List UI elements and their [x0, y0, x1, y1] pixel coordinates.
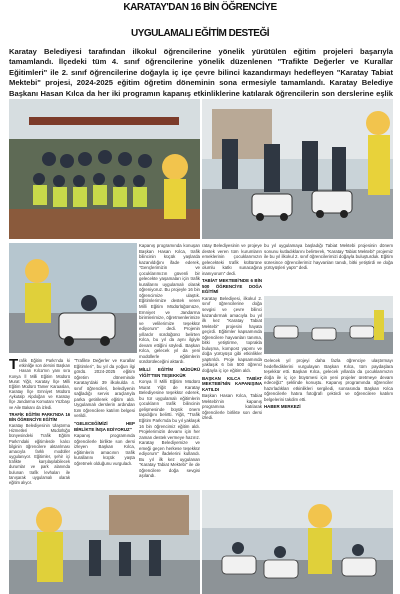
article-column-5 — [264, 243, 393, 295]
photo-toy-cars-officials — [202, 99, 393, 239]
article-column-3 — [139, 243, 200, 486]
column-6-para-1: Gelecek yıl projeyi daha fazla öğrenciye ulaştırmayı hedeflediklerini vurgulayan Başkan Kılca, tüm paydaşlara teşekkür etti. Başkan Kılca, gelecek yıllarda da çocuklarımızın doğa ile iç içe büyümesi için yeni projeler üretmeye devam edeceğiz" şeklinde konuştu. Kapanış programında öğrenciler hazırladıkları etkinlikleri sergiledi, sonrasında Başkan Kılca öğrencilerle hatıra fotoğrafı çektirdi ve öğrencilere katılım belgelerini takdim etti. — [264, 358, 393, 402]
subheading-nature-school: TABİAT MEKTEBİ'NDE 6 BİN 500 ÖĞRENCİYE DOĞA EĞİTİMİ — [202, 278, 262, 295]
subheading-closing: BAŞKAN KILCA TABİAT MEKTEBİ'NİN KAPANIŞINA KATILDI — [202, 375, 262, 392]
headline-line-2: UYGULAMALI EĞİTİM DESTEĞİ — [130, 28, 270, 39]
byline: HABER MERKEZİ — [264, 404, 301, 410]
column-4-para-3: Başkan Hasan Kılca, Tabiat Mektebi'nin kapanış programına katılarak öğrencilerle birlikte son dersi izledi. — [202, 393, 262, 421]
photo-track-cars — [264, 296, 393, 354]
article-column-1 — [9, 358, 70, 486]
photo-closing-left — [9, 490, 200, 594]
drop-cap: T — [9, 358, 19, 373]
subheading-education-director: MİLLİ EĞİTİM MÜDÜRÜ YİĞİT'TEN TEŞEKKÜR — [139, 367, 200, 378]
headline-line-1: KARATAY'DAN 16 BİN ÖĞRENCİYE — [123, 2, 277, 13]
column-2-para-1: "Trafikte Değerler ve Kurallar Eğitimleri", bu yıl da yoğun ilgi gördü. 2024-2025 eğitim öğretim döneminde Karatay'daki 39 ilkokulda 4. sınıf öğrencileri, belediyenin sağladığı servis araçlarıyla parka getirilerek eğitim aldı. Uygulamalı derslerin ardından tüm öğrencilere katılım belgesi verildi. — [74, 358, 135, 419]
photo-closing-right — [202, 490, 393, 594]
column-3-para-2: Konya İl Milli Eğitim Müdürü Murat Yiğit de Karatay Belediyesine teşekkür ederek, bu tür uygulamalı eğitimlerin çocukların trafik bilincinin gelişmesinde büyük önem taşıdığını belirtti. Yiğit, "Trafik Eğitim Parkı'nda bu yıl yaklaşık 16 bin öğrencimiz eğitim aldı. Projelerimizin devamı için her zaman destek vermeye hazırız. Karatay Belediyemize ve emeği geçen herkese teşekkür ediyorum" ifadelerini kullandı. Bu yıl ilk kez uygulanan "Karatay Tabiat Mektebi" ile de öğrencilere doğa sevgisi aşılandı. — [139, 379, 200, 479]
column-1-para-1: rafik Eğitim Parkı'nda ki etkinliğe son dersini Başkan Hasan Kılca'nın yanı sıra Konya İl Milli Eğitim Müdürü Murat Yiğit, Karatay İlçe Milli Eğitim Müdürü Tamer Karaaslan, Karatay İlçe Emniyet Müdürü Aykutalp Alpdoğan ve Karatay İlçe Jandarma Komutanı Yüzbaşı ve Aile Bakanı da izledi. — [9, 358, 70, 410]
article-column-4 — [202, 243, 262, 486]
article-column-2 — [74, 358, 135, 486]
column-4-para-1: ratay Belediyesinin ve projeye destek veren tüm kurumların emeklerinin çocuklarımızın gelecekteki trafik kültürüne olumlu katkı sunacağına inanıyorum" dedi. — [202, 243, 262, 276]
photo-students-mascot — [9, 99, 200, 239]
lead-paragraph: Karatay Belediyesi tarafından ilkokul öğrencilerine yönelik yürütülen eğitim projeleri başarıyla tamamlandı. İlçedeki tüm 4. sınıf öğrencilerine yönelik düzenlenen "Trafikte Değerler ve Kurallar Eğitimleri" ile 2. sınıf öğrencilerine doğayla iç içe çevre bilinci kazandırmayı hedefleyen "Karatay Tabiat Mektebi" projesi, 2024-2025 eğitim öğretim döneminin sona ermesiyle tamamlandı. Karatay Belediye Başkanı Hasan Kılca da her iki programın kapanış etkinliklerine katılarak öğrencilerin son derslerine eşlik — [9, 47, 393, 98]
column-4-para-2: Karatay Belediyesi, ilkokul 2. sınıf öğrencilerine doğa sevgisi ve çevre bilinci kazandırmak amacıyla bu yıl ilk kez "Karatay Tabiat Mektebi" projesini hayata geçirdi. Eğitimler kapsamında öğrencilere hayvanları tanıma, bitki yetiştirme, toprakla buluşma, kompost yapımı ve doğa yürüyüşü gibi etkinlikler yaptırıldı. Proje kapsamında yaklaşık 6 bin 500 öğrenci doğayla iç içe eğitim aldı. — [202, 295, 262, 374]
column-2-para-2: Kapanış programında öğrencilerle birlikte son dersi izleyen Başkan Kılca, eğitimlerin amacının trafik kurallarını küçük yaşta öğretmek olduğunu vurguladı. — [74, 433, 135, 466]
column-1-para-2: Karatay Belediyesinin Ulaştırma Hizmetleri Müdürlüğü bünyesindeki Trafik Eğitim Parkı'ndaki eğitimlerde kalıcı bilginin öğrencilere aktarılması amacıyla farklı modüller uygulanıyor. Eğitimler, şehir içi trafikte karşılaşılabilecek durumlar ve park alanında bulunan trafik levhaları ile tanışarak uygulamalı olarak eğitim alıyor. — [9, 423, 70, 485]
article-column-6 — [264, 358, 393, 486]
photo-mascot-toy-car — [9, 243, 137, 353]
subheading-future: "GELECEĞİMİZİ HEP BİRLİKTE İNŞA EDİYORUZ" — [74, 421, 135, 432]
subheading-traffic-park: TRAFİK EĞİTİM PARKI'NDA 16 BİN ÖĞRENCİYE EĞİTİM — [9, 411, 70, 422]
column-5-para-1: bu yıl uygulamaya başladığı Tabiat Mektebi projesinin dönem sonunu kutladıklarını belirterek, "Karatay Tabiat Mektebi" projemiz ile bu yıl ilkokul 2. sınıf öğrencilerimizi doğayla buluşturduk. Eğitim süresince öğrencilerimiz hayvanları tanıdı, bitki yetiştirdi ve doğa yürüyüşleri yaptı" dedi. — [264, 243, 393, 271]
column-3-para-1: Kapanış programında konuşan Başkan Hasan Kılca, trafik bilincinin küçük yaşlarda kazanıldığını ifade ederek, "Gençlerimizin ve çocuklarımızın güvenli bir gelecekte yaşamaları için trafik kurallarını uygulamalı olarak öğreniyoruz. Bu projeyle 16 bin öğrencimize ulaştık. Eğitimlerimize destek veren Milli Eğitim Müdürlüğümüze, Emniyet ve Jandarma birimlerimize, öğretmenlerimize ve velilerimize teşekkür ediyorum" dedi. Projenin yıllardır sürdüğünü belirten Kılca, bu yıl da aynı ilgiyle devam ettiğini söyledi. Başkan Kılca, gelecek yıl da yeni modüllerle eğitimlerin sürdürüleceğini aktardı. — [139, 243, 200, 365]
